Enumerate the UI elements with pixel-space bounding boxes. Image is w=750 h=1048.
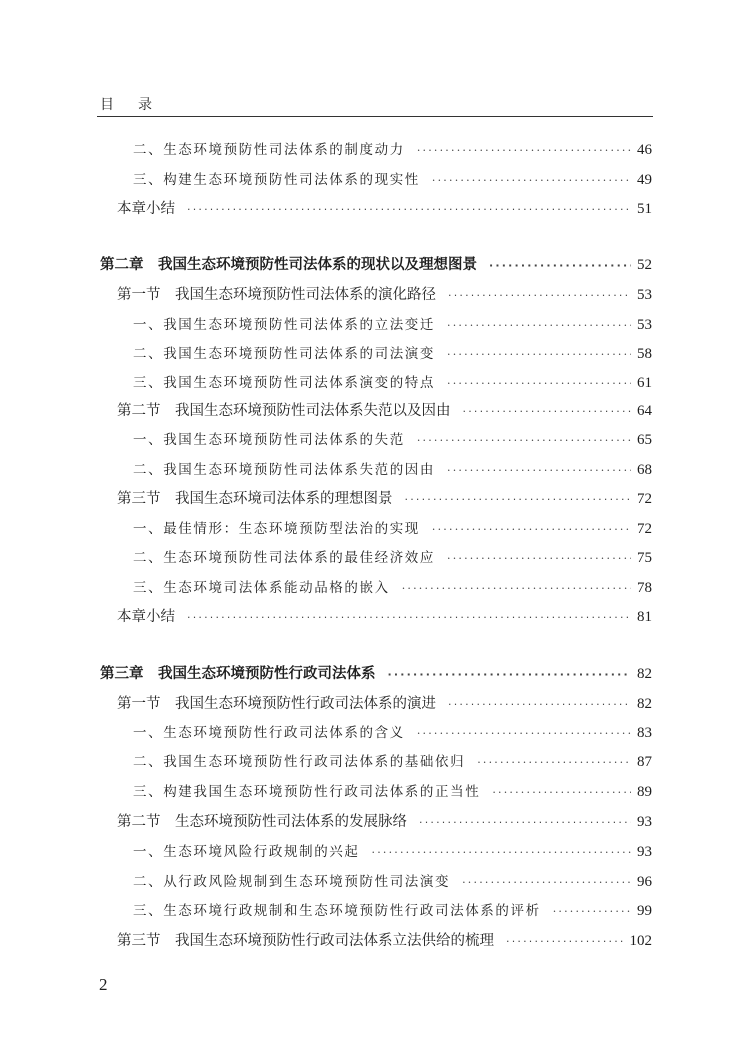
dot-leader [187,203,631,216]
toc-entry-title: 第二节 生态环境预防性司法体系的发展脉络 [117,814,407,830]
toc-entry-page: 87 [637,754,652,770]
toc-entry-title: 一、我国生态环境预防性司法体系的失范 [133,432,405,448]
dot-leader [432,523,631,536]
dot-leader [187,611,631,624]
toc-entry [100,253,652,274]
toc-entry-page: 102 [629,933,652,949]
toc-entry [117,605,652,626]
toc-entry-title: 一、生态环境风险行政规制的兴起 [133,844,360,860]
toc-entry-title: 二、我国生态环境预防性司法体系的司法演变 [133,346,435,362]
toc-entry-page: 96 [637,874,652,890]
toc-entry [133,721,652,742]
dot-leader [388,668,632,681]
dot-leader [492,786,631,799]
dot-leader [462,876,631,889]
toc-entry-title: 第一节 我国生态环境预防性行政司法体系的演进 [117,696,436,712]
toc-entry [117,929,652,950]
toc-entry [117,399,652,420]
dot-leader [447,319,631,332]
toc-entry-page: 82 [637,666,652,682]
toc-entry-page: 51 [637,201,652,217]
toc-entry-page: 75 [637,550,652,566]
toc-entry-page: 78 [637,580,652,596]
dot-leader [372,846,632,859]
toc-entry [117,692,652,713]
dot-leader [432,174,631,187]
toc-entry [117,283,652,304]
dot-leader [506,935,624,948]
toc-entry-page: 82 [637,696,652,712]
toc-entry-title: 第一节 我国生态环境预防性司法体系的演化路径 [117,287,436,303]
toc-entry [133,546,652,567]
toc-entry-title: 第二节 我国生态环境预防性司法体系失范以及因由 [117,403,451,419]
toc-entry-page: 93 [637,844,652,860]
dot-leader [489,259,631,272]
toc-entry [133,342,652,363]
dot-leader [553,905,631,918]
toc-entry [133,899,652,920]
toc-entry-title: 三、构建我国生态环境预防性行政司法体系的正当性 [133,784,481,800]
toc-entry-title: 二、生态环境预防性司法体系的制度动力 [133,142,405,158]
toc-entry [133,371,652,392]
toc-entry-title: 二、我国生态环境预防性司法体系失范的因由 [133,462,435,478]
toc-entry [133,138,652,159]
dot-leader [447,348,631,361]
toc-entry [133,780,652,801]
toc-entry-page: 89 [637,784,652,800]
toc-entry [133,313,652,334]
toc-entry [100,662,652,683]
dot-leader [419,816,631,829]
toc-entry [133,870,652,891]
toc-entry [133,840,652,861]
toc-entry [133,517,652,538]
toc-entry [133,576,652,597]
toc-entry-page: 65 [637,432,652,448]
toc-entry-page: 58 [637,346,652,362]
toc-entry-title: 本章小结 [117,201,175,217]
toc-entry-title: 三、生态环境司法体系能动品格的嵌入 [133,580,390,596]
dot-leader [448,289,631,302]
toc-entry-title: 一、我国生态环境预防性司法体系的立法变迁 [133,317,435,333]
toc-entry-page: 72 [637,521,652,537]
toc-entry [133,458,652,479]
toc-entry-page: 99 [637,903,652,919]
toc-entry [117,810,652,831]
toc-entry-title: 一、最佳情形：生态环境预防型法治的实现 [133,521,420,537]
toc-entry-title: 三、我国生态环境预防性司法体系演变的特点 [133,375,435,391]
toc-entry-title: 一、生态环境预防性行政司法体系的含义 [133,725,405,741]
dot-leader [417,434,631,447]
dot-leader [448,698,631,711]
dot-leader [463,405,632,418]
toc-entry-title: 二、从行政风险规制到生态环境预防性司法演变 [133,874,451,890]
toc-entry [133,750,652,771]
toc-entry-page: 64 [637,403,652,419]
running-head-left: 目 [100,97,116,113]
toc-entry-page: 93 [637,814,652,830]
toc-entry-page: 52 [637,257,652,273]
toc-entry-title: 第二章 我国生态环境预防性司法体系的现状以及理想图景 [100,257,477,273]
running-head-right: 录 [138,97,154,113]
toc-entry [133,428,652,449]
toc-entry-title: 二、生态环境预防性司法体系的最佳经济效应 [133,550,435,566]
toc-entry-page: 83 [637,725,652,741]
dot-leader [447,552,631,565]
toc-entry-page: 61 [637,375,652,391]
toc-entry [117,487,652,508]
dot-leader [402,582,631,595]
dot-leader [405,493,632,506]
toc-entry-title: 三、构建生态环境预防性司法体系的现实性 [133,172,420,188]
toc-entry-page: 81 [637,609,652,625]
toc-entry [117,197,652,218]
page-number: 2 [99,975,108,994]
dot-leader [447,464,631,477]
toc-entry-title: 第三节 我国生态环境预防性行政司法体系立法供给的梳理 [117,933,494,949]
toc-entry-title: 第三节 我国生态环境司法体系的理想图景 [117,491,393,507]
toc-entry-page: 72 [637,491,652,507]
toc-entry-page: 49 [637,172,652,188]
toc-entry-title: 本章小结 [117,609,175,625]
dot-leader [417,144,631,157]
toc-entry-page: 68 [637,462,652,478]
dot-leader [477,756,631,769]
dot-leader [447,377,631,390]
toc-entry-page: 46 [637,142,652,158]
toc-entry-title: 二、我国生态环境预防性行政司法体系的基础依归 [133,754,466,770]
toc-entry [133,168,652,189]
toc-entry-title: 第三章 我国生态环境预防性行政司法体系 [100,666,376,682]
toc-entry-page: 53 [637,287,652,303]
toc-entry-page: 53 [637,317,652,333]
dot-leader [417,727,631,740]
toc-entry-title: 三、生态环境行政规制和生态环境预防性行政司法体系的评析 [133,903,541,919]
